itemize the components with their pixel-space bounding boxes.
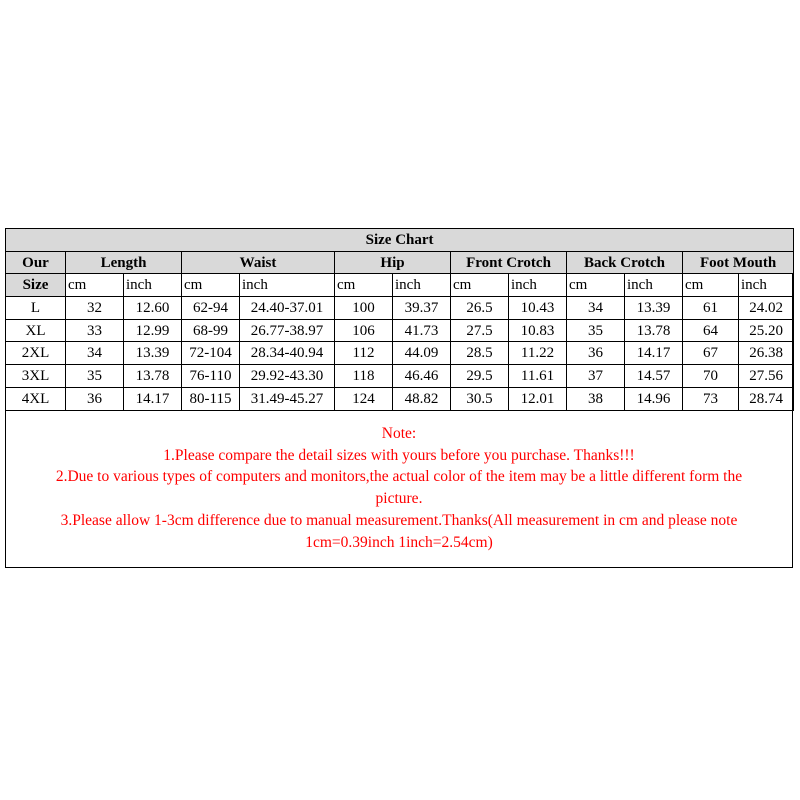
header-length: Length xyxy=(66,251,182,274)
table-cell: 13.39 xyxy=(625,297,683,320)
table-cell: 14.17 xyxy=(124,387,182,410)
header-waist: Waist xyxy=(182,251,335,274)
unit-inch: inch xyxy=(739,274,794,297)
unit-row xyxy=(6,274,794,297)
table-row xyxy=(6,365,794,388)
table-cell: 38 xyxy=(567,387,625,410)
table-cell: 35 xyxy=(66,365,124,388)
table-cell: 27.5 xyxy=(451,319,509,342)
table-cell: 35 xyxy=(567,319,625,342)
header-foot-mouth: Foot Mouth xyxy=(683,251,794,274)
size-chart-table xyxy=(5,228,794,411)
unit-inch: inch xyxy=(625,274,683,297)
table-cell: 29.92-43.30 xyxy=(240,365,335,388)
table-row xyxy=(6,297,794,320)
table-cell: 25.20 xyxy=(739,319,794,342)
table-cell: 68-99 xyxy=(182,319,240,342)
table-cell: 112 xyxy=(335,342,393,365)
table-cell: 24.02 xyxy=(739,297,794,320)
header-back-crotch: Back Crotch xyxy=(567,251,683,274)
size-cell: 2XL xyxy=(6,342,66,365)
table-cell: 39.37 xyxy=(393,297,451,320)
title-row xyxy=(6,229,794,252)
table-cell: 26.38 xyxy=(739,342,794,365)
table-cell: 28.74 xyxy=(739,387,794,410)
table-row xyxy=(6,387,794,410)
table-cell: 27.56 xyxy=(739,365,794,388)
table-cell: 36 xyxy=(567,342,625,365)
our-size-header-bottom: Size xyxy=(6,274,66,297)
table-cell: 31.49-45.27 xyxy=(240,387,335,410)
table-cell: 26.5 xyxy=(451,297,509,320)
unit-cm: cm xyxy=(182,274,240,297)
unit-cm: cm xyxy=(567,274,625,297)
table-cell: 28.34-40.94 xyxy=(240,342,335,365)
our-size-header-top: Our xyxy=(6,251,66,274)
unit-inch: inch xyxy=(393,274,451,297)
table-cell: 46.46 xyxy=(393,365,451,388)
table-cell: 61 xyxy=(683,297,739,320)
table-cell: 118 xyxy=(335,365,393,388)
unit-cm: cm xyxy=(66,274,124,297)
size-cell: XL xyxy=(6,319,66,342)
note-line-2a: 2.Due to various types of computers and monitors,the actual color of the item may be a little different form the xyxy=(55,468,743,486)
table-title: Size Chart xyxy=(6,229,794,252)
table-cell: 11.22 xyxy=(509,342,567,365)
table-cell: 34 xyxy=(567,297,625,320)
table-cell: 12.01 xyxy=(509,387,567,410)
unit-cm: cm xyxy=(683,274,739,297)
table-cell: 73 xyxy=(683,387,739,410)
size-cell: L xyxy=(6,297,66,320)
notes-block xyxy=(5,423,793,553)
table-cell: 41.73 xyxy=(393,319,451,342)
note-line-1: 1.Please compare the detail sizes with yours before you purchase. Thanks!!! xyxy=(163,446,635,464)
table-cell: 30.5 xyxy=(451,387,509,410)
table-cell: 11.61 xyxy=(509,365,567,388)
table-cell: 28.5 xyxy=(451,342,509,365)
note-line-3a: 3.Please allow 1-3cm difference due to manual measurement.Thanks(All measurement in cm and please note xyxy=(60,511,738,529)
table-cell: 13.78 xyxy=(124,365,182,388)
table-cell: 26.77-38.97 xyxy=(240,319,335,342)
unit-inch: inch xyxy=(124,274,182,297)
table-cell: 106 xyxy=(335,319,393,342)
table-cell: 70 xyxy=(683,365,739,388)
table-cell: 76-110 xyxy=(182,365,240,388)
table-cell: 67 xyxy=(683,342,739,365)
table-cell: 10.83 xyxy=(509,319,567,342)
table-cell: 12.99 xyxy=(124,319,182,342)
note-title: Note: xyxy=(381,425,417,442)
table-cell: 33 xyxy=(66,319,124,342)
table-cell: 44.09 xyxy=(393,342,451,365)
table-cell: 14.57 xyxy=(625,365,683,388)
table-cell: 64 xyxy=(683,319,739,342)
table-cell: 32 xyxy=(66,297,124,320)
header-row xyxy=(6,251,794,274)
table-cell: 80-115 xyxy=(182,387,240,410)
table-cell: 34 xyxy=(66,342,124,365)
table-cell: 72-104 xyxy=(182,342,240,365)
header-hip: Hip xyxy=(335,251,451,274)
unit-inch: inch xyxy=(509,274,567,297)
table-cell: 24.40-37.01 xyxy=(240,297,335,320)
table-cell: 10.43 xyxy=(509,297,567,320)
unit-cm: cm xyxy=(451,274,509,297)
table-cell: 13.78 xyxy=(625,319,683,342)
table-cell: 37 xyxy=(567,365,625,388)
table-cell: 48.82 xyxy=(393,387,451,410)
table-row xyxy=(6,319,794,342)
table-cell: 124 xyxy=(335,387,393,410)
note-line-2b: picture. xyxy=(375,490,423,508)
table-cell: 14.17 xyxy=(625,342,683,365)
unit-inch: inch xyxy=(240,274,335,297)
header-front-crotch: Front Crotch xyxy=(451,251,567,274)
table-cell: 36 xyxy=(66,387,124,410)
table-cell: 13.39 xyxy=(124,342,182,365)
note-line-3b: 1cm=0.39inch 1inch=2.54cm) xyxy=(305,533,493,551)
size-cell: 3XL xyxy=(6,365,66,388)
table-row xyxy=(6,342,794,365)
table-cell: 29.5 xyxy=(451,365,509,388)
table-cell: 12.60 xyxy=(124,297,182,320)
table-cell: 100 xyxy=(335,297,393,320)
size-cell: 4XL xyxy=(6,387,66,410)
table-cell: 62-94 xyxy=(182,297,240,320)
table-cell: 14.96 xyxy=(625,387,683,410)
unit-cm: cm xyxy=(335,274,393,297)
